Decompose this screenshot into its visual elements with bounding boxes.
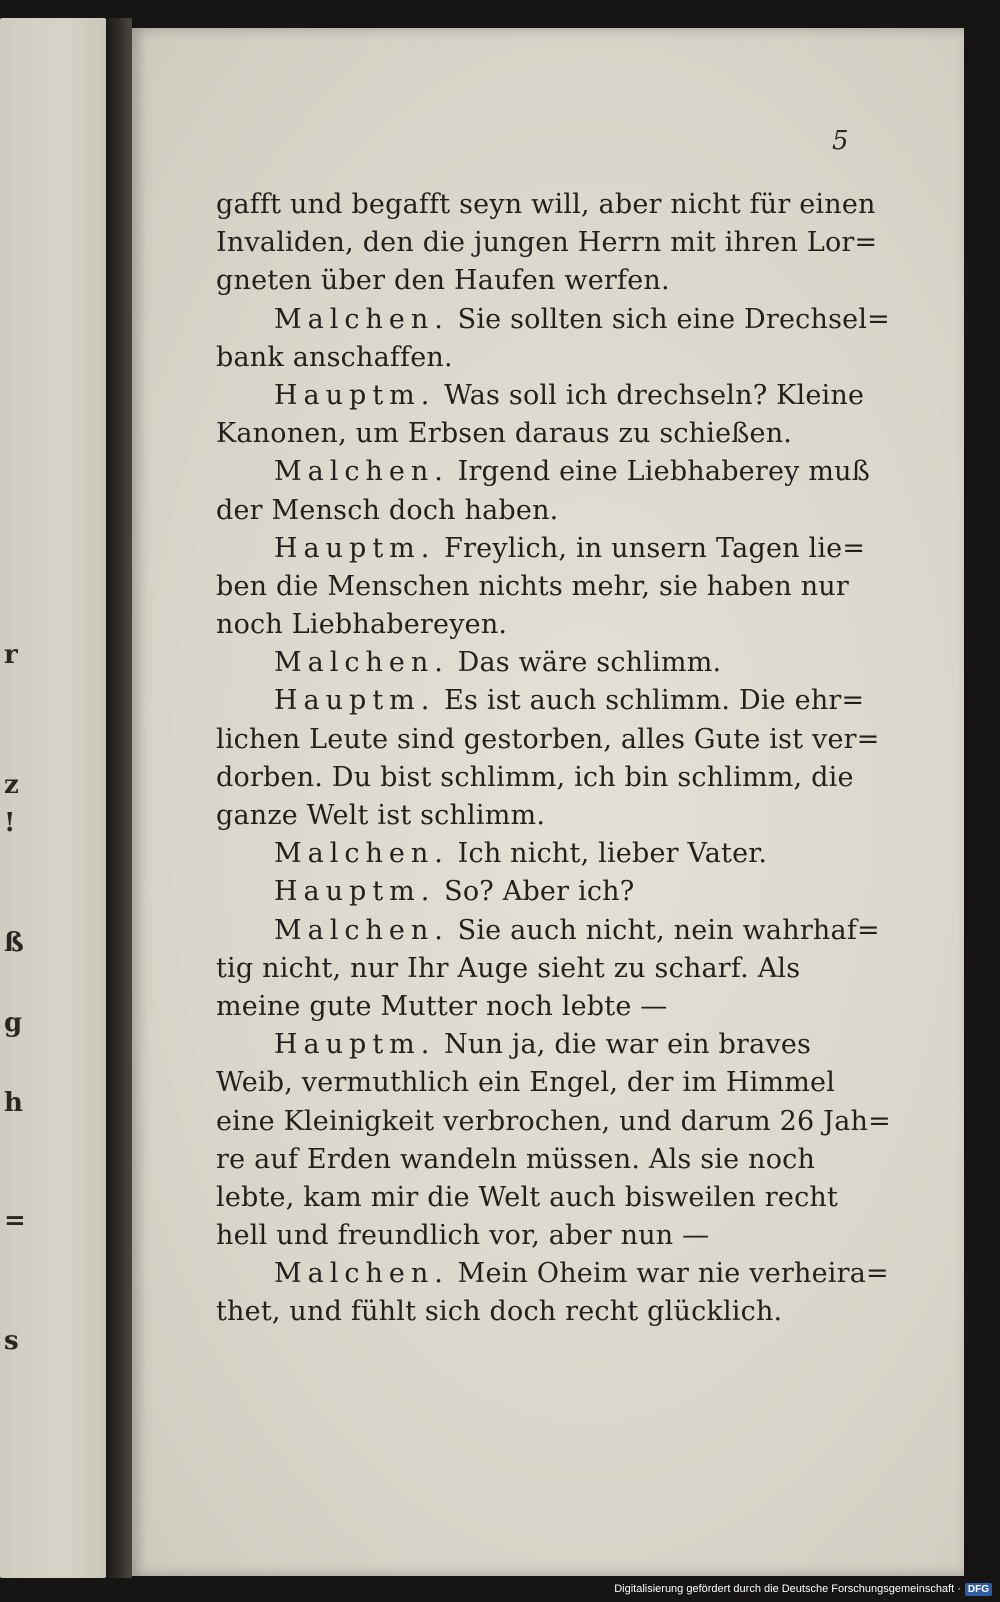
text-line <box>216 950 856 988</box>
line-text: der Mensch doch haben. <box>216 494 559 526</box>
line-text: lichen Leute sind gestorben, alles Gute ist ver= <box>216 723 880 755</box>
line-text: Sie sollten sich eine Drechsel= <box>448 303 890 335</box>
facing-page-edge <box>0 18 106 1578</box>
text-line <box>216 988 856 1026</box>
line-text: hell und freundlich vor, aber nun — <box>216 1220 710 1252</box>
speaker-name: Malchen. <box>274 456 449 488</box>
dialogue-line <box>216 682 865 720</box>
speaker-name: Hauptm. <box>274 1029 436 1061</box>
line-text: Weib, vermuthlich ein Engel, der im Himmel <box>216 1067 836 1099</box>
line-text: Kanonen, um Erbsen daraus zu schießen. <box>216 418 793 450</box>
speaker-name: Hauptm. <box>274 379 436 411</box>
line-text: noch Liebhabereyen. <box>216 609 508 641</box>
text-line <box>216 1141 856 1179</box>
line-text: Ich nicht, lieber Vater. <box>448 838 768 870</box>
speaker-name: Hauptm. <box>274 685 436 717</box>
dialogue-line <box>216 1026 856 1064</box>
book-gutter <box>106 18 132 1578</box>
text-line <box>216 339 856 377</box>
facing-page-glyph: h <box>4 1088 23 1118</box>
line-text: meine gute Mutter noch lebte — <box>216 990 668 1022</box>
text-line <box>216 262 856 300</box>
speaker-name: Malchen. <box>274 914 449 946</box>
dialogue-line <box>216 377 865 415</box>
line-text: Sie auch nicht, nein wahrhaf= <box>448 914 880 946</box>
line-text: Es ist auch schlimm. Die ehr= <box>435 685 865 717</box>
dialogue-line <box>216 912 880 950</box>
text-line <box>216 1293 856 1331</box>
facing-page-glyph: r <box>4 640 18 670</box>
line-text: Irgend eine Liebhaberey muß <box>448 456 871 488</box>
line-text: tig nicht, nur Ihr Auge sieht zu scharf. Als <box>216 952 801 984</box>
footer-credit: Digitalisierung gefördert durch die Deutsche Forschungsgemeinschaft · <box>614 1583 961 1595</box>
line-text: Invaliden, den die jungen Herrn mit ihren Lor= <box>216 227 878 259</box>
speaker-name: Hauptm. <box>274 532 436 564</box>
page-text <box>216 186 891 1332</box>
line-text: Was soll ich drechseln? Kleine <box>435 379 865 411</box>
line-text: eine Kleinigkeit verbrochen, und darum 26 Jah= <box>216 1105 891 1137</box>
facing-page-glyph: s <box>4 1326 19 1356</box>
page-number: 5 <box>832 126 849 156</box>
text-line <box>216 1179 856 1217</box>
facing-page-glyph: = <box>4 1206 26 1236</box>
dialogue-line <box>216 453 871 491</box>
line-text: re auf Erden wandeln müssen. Als sie noch <box>216 1143 816 1175</box>
facing-page-glyph: z <box>4 770 19 800</box>
line-text: gafft und begafft seyn will, aber nicht für einen <box>216 189 876 220</box>
text-line <box>216 1064 856 1102</box>
text-line <box>216 1217 856 1255</box>
line-text: Nun ja, die war ein braves <box>435 1029 812 1061</box>
facing-page-glyph: ß <box>4 928 24 958</box>
text-line <box>216 721 880 759</box>
line-text: lebte, kam mir die Welt auch bisweilen recht <box>216 1181 839 1213</box>
dialogue-line <box>216 644 856 682</box>
text-line <box>216 186 876 224</box>
line-text: ganze Welt ist schlimm. <box>216 800 546 831</box>
line-text: So? Aber ich? <box>435 876 635 908</box>
speaker-name: Malchen. <box>274 303 449 335</box>
text-line <box>216 415 856 453</box>
dialogue-line <box>216 301 890 339</box>
text-line <box>216 568 856 606</box>
line-text: thet, und fühlt sich doch recht glücklich. <box>216 1296 783 1328</box>
speaker-name: Malchen. <box>274 647 449 679</box>
text-line <box>216 797 856 835</box>
dfg-logo-icon: DFG <box>965 1583 992 1596</box>
speaker-name: Hauptm. <box>274 876 436 908</box>
line-text: dorben. Du bist schlimm, ich bin schlimm, die <box>216 761 854 793</box>
dialogue-line <box>216 530 866 568</box>
speaker-name: Malchen. <box>274 838 449 870</box>
digitization-footer <box>614 1578 992 1600</box>
dialogue-line <box>216 1255 889 1293</box>
dialogue-line <box>216 835 856 873</box>
line-text: Freylich, in unsern Tagen lie= <box>435 532 866 564</box>
text-line <box>216 224 878 262</box>
line-text: bank anschaffen. <box>216 341 453 373</box>
facing-page-glyph: ! <box>4 808 16 838</box>
text-line <box>216 1103 891 1141</box>
text-line <box>216 492 856 530</box>
book-page <box>132 28 964 1576</box>
text-line <box>216 759 856 797</box>
dialogue-line <box>216 873 856 911</box>
text-line <box>216 606 856 644</box>
line-text: Das wäre schlimm. <box>448 647 722 679</box>
facing-page-glyph: g <box>4 1008 23 1038</box>
line-text: gneten über den Haufen werfen. <box>216 265 670 297</box>
line-text: Mein Oheim war nie verheira= <box>448 1258 889 1290</box>
speaker-name: Malchen. <box>274 1258 449 1290</box>
line-text: ben die Menschen nichts mehr, sie haben nur <box>216 570 850 602</box>
